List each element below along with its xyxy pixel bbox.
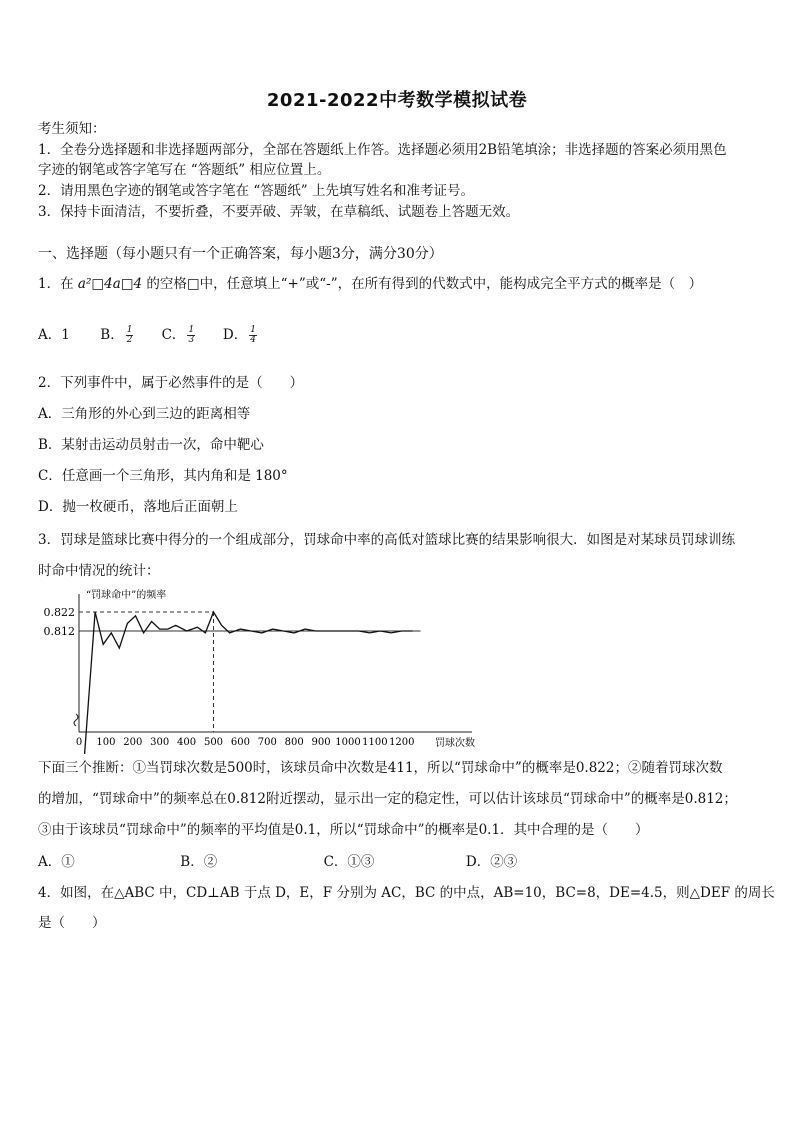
notice-item-2: 2．请用黑色字迹的钢笔或答字笔在 “答题纸” 上先填写姓名和准考证号。: [38, 183, 474, 199]
question-1-stem: [38, 274, 702, 294]
x-tick-label: 1200: [389, 737, 415, 748]
free-throw-chart: [30, 586, 500, 754]
x-tick-label: 200: [123, 737, 143, 748]
notice-item-1-cont: 字迹的钢笔或答字笔写在 “答题纸” 相应位置上。: [38, 162, 331, 178]
q1-prefix: 1．在: [38, 276, 78, 292]
x-tick-label: 100: [96, 737, 116, 748]
frequency-line: [84, 612, 415, 754]
notice-heading: 考生须知：: [38, 121, 106, 137]
x-tick-label: 800: [284, 737, 304, 748]
x-tick-label: 0: [75, 737, 83, 748]
question-4-stem-cont: 是（ ）: [38, 915, 106, 931]
question-3-stem-cont: 时命中情况的统计：: [38, 563, 160, 579]
q2-option-a: A．三角形的外心到三边的距离相等: [38, 406, 251, 422]
question-2-stem: 2．下列事件中，属于必然事件的是（ ）: [38, 375, 304, 391]
x-tick-label: 600: [230, 737, 250, 748]
q1-suffix: 的空格□中，任意填上“+”或“-”，在所有得到的代数式中，能构成完全平方式的概率是（ ）: [142, 276, 703, 292]
q3-inference-line-3: ③由于该球员“罚球命中”的频率的平均值是0.1，所以“罚球命中”的概率是0.1．其中合理的是（ ）: [38, 822, 649, 838]
x-tick-label: 1100: [362, 737, 388, 748]
section-heading: 一、选择题（每小题只有一个正确答案，每小题3分，满分30分）: [38, 246, 443, 262]
x-tick-label: 500: [203, 737, 224, 748]
fraction: $\frac{1}{2}$: [126, 325, 133, 345]
x-tick-label: 700: [257, 737, 277, 748]
x-tick-label: 400: [177, 737, 197, 748]
q1-option-b: B． $\frac{1}{2}$: [100, 325, 133, 345]
question-4-stem: 4．如图，在△ABC 中，CD⊥AB 于点 D，E，F 分别为 AC，BC 的中点，AB=10，BC=8，DE=4.5，则△DEF 的周长: [38, 885, 775, 901]
q3-option-a: A．①: [38, 854, 75, 870]
q3-inference-line-2: 的增加，“罚球命中”的频率总在0.812附近摆动，显示出一定的稳定性，可以估计该球员“罚球命中”的概率是0.812；: [38, 791, 737, 807]
y-tick-label: 0.822: [43, 606, 75, 619]
q3-option-c: C．①③: [323, 854, 375, 870]
x-tick-label: 300: [150, 737, 170, 748]
q1-option-d: D． $\frac{1}{4}$: [222, 325, 256, 345]
notice-item-3: 3．保持卡面清洁，不要折叠，不要弄破、弄皱，在草稿纸、试题卷上答题无效。: [38, 204, 520, 220]
q3-inference-line-1: 下面三个推断：①当罚球次数是500时，该球员命中次数是411，所以“罚球命中”的概率是0.822；②随着罚球次数: [38, 760, 723, 776]
q3-option-b: B．②: [180, 854, 218, 870]
y-tick-label: 0.812: [43, 625, 75, 638]
x-tick-label: 900: [311, 737, 331, 748]
q2-option-b: B．某射击运动员射击一次，命中靶心: [38, 437, 264, 453]
axis-break-mark: [74, 714, 78, 726]
question-3-stem: 3．罚球是篮球比赛中得分的一个组成部分，罚球命中率的高低对篮球比赛的结果影响很大．如图是对某球员罚球训练: [38, 532, 736, 548]
x-tick-label: 1000: [335, 737, 361, 748]
question-3-options: [38, 852, 517, 872]
q3-option-d: D．②③: [465, 854, 518, 870]
q1-option-c: C． $\frac{1}{3}$: [161, 325, 195, 345]
y-axis-label: “罚球命中”的频率: [86, 590, 167, 601]
page-title: 2021-2022中考数学模拟试卷: [266, 90, 528, 111]
q2-option-d: D．抛一枚硬币，落地后正面朝上: [38, 499, 238, 515]
q2-option-c: C．任意画一个三角形，其内角和是 180°: [38, 468, 288, 484]
notice-item-1: 1．全卷分选择题和非选择题两部分，全部在答题纸上作答。选择题必须用2B铅笔填涂；非选择题的答案必须用黑色: [38, 142, 727, 158]
x-axis-label: 罚球次数: [435, 738, 475, 749]
q1-expression: a²□4a□4: [77, 276, 143, 292]
question-1-options: [38, 325, 259, 345]
fraction: $\frac{1}{4}$: [250, 325, 256, 345]
fraction: $\frac{1}{3}$: [188, 325, 195, 345]
q1-option-a: A．1: [38, 327, 70, 343]
